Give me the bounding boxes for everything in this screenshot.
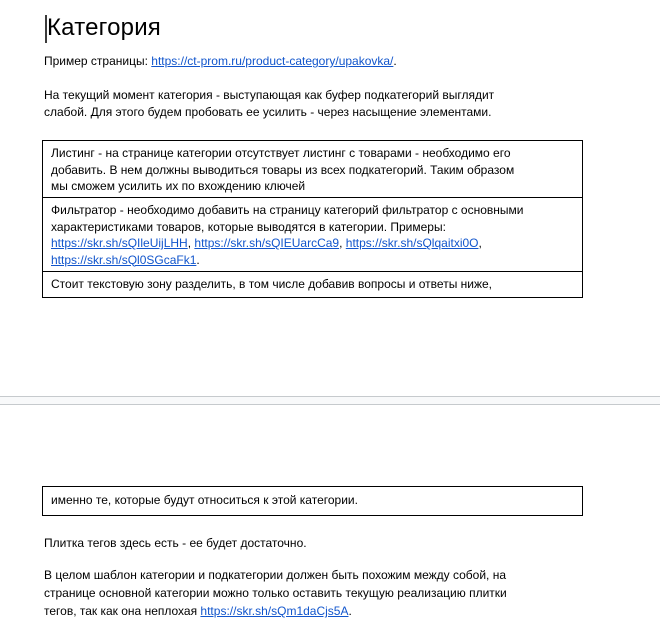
page-break-gap bbox=[0, 396, 660, 405]
summary-line: В целом шаблон категории и подкатегории должен быть похожим между собой, на bbox=[44, 568, 507, 582]
skr-sh-link[interactable]: https://skr.sh/sQl0SGcaFk1 bbox=[51, 252, 197, 267]
continued-line: именно те, которые будут относиться к этой категории. bbox=[51, 493, 358, 507]
skr-sh-link[interactable]: https://skr.sh/sQlqaitxi0O bbox=[345, 236, 479, 250]
document-page-2[interactable] bbox=[0, 405, 660, 639]
table-row-splittext bbox=[42, 271, 583, 298]
filter-line: Фильтратор - необходимо добавить на страницу категорий фильтратор с основными bbox=[51, 203, 524, 217]
skr-sh-link[interactable]: https://skr.sh/sQIEUarcCa9 bbox=[194, 236, 340, 250]
table-row-continued bbox=[42, 486, 583, 516]
listing-line: мы сможем усилить их по вхождению ключей bbox=[51, 179, 306, 193]
skr-sh-summary-link[interactable]: https://skr.sh/sQm1daCjs5A bbox=[200, 604, 349, 618]
intro-line: слабой. Для этого будем пробовать ее усилить - через насыщение элементами. bbox=[44, 105, 492, 119]
summary-last-line bbox=[44, 602, 604, 620]
listing-line: Листинг - на странице категории отсутствует листинг с товарами - необходимо его bbox=[51, 146, 511, 160]
ct-prom-category-link[interactable]: https://ct-prom.ru/product-category/upakovka/ bbox=[151, 54, 394, 68]
table-row-filter bbox=[42, 197, 583, 273]
filter-line: характеристиками товаров, которые выводятся в категории. Примеры: bbox=[51, 219, 446, 234]
filter-links: https://skr.sh/sQIleUijLHH, https://skr.sh/sQIEUarcCa9, https://skr.sh/sQlqaitxi0O, https://skr.sh/sQl0SGcaFk1. bbox=[51, 236, 482, 267]
listing-line: добавить. В нем должны выводиться товары из всех подкатегорий. Таким образом bbox=[51, 162, 515, 177]
tags-paragraph: Плитка тегов здесь есть - ее будет достаточно. bbox=[44, 536, 307, 550]
summary-suffix: . bbox=[348, 604, 352, 618]
summary-paragraph bbox=[44, 566, 604, 620]
intro-line: На текущий момент категория - выступающая как буфер подкатегорий выглядит bbox=[44, 88, 495, 102]
table-row-listing bbox=[42, 140, 583, 199]
notes-table bbox=[42, 140, 583, 298]
intro-paragraph bbox=[44, 87, 604, 121]
skr-sh-link[interactable]: https://skr.sh/sQIleUijLHH bbox=[51, 236, 188, 250]
page-title: Категория bbox=[47, 14, 161, 41]
summary-last-prefix: тегов, так как она неплохая bbox=[44, 604, 201, 618]
example-suffix: . bbox=[393, 54, 397, 68]
summary-line: странице основной категории можно только оставить текущую реализацию плитки bbox=[44, 586, 507, 600]
example-label: Пример страницы: bbox=[44, 54, 152, 68]
splittext-line: Стоит текстовую зону разделить, в том числе добавив вопросы и ответы ниже, bbox=[51, 277, 493, 291]
example-paragraph bbox=[44, 53, 397, 70]
